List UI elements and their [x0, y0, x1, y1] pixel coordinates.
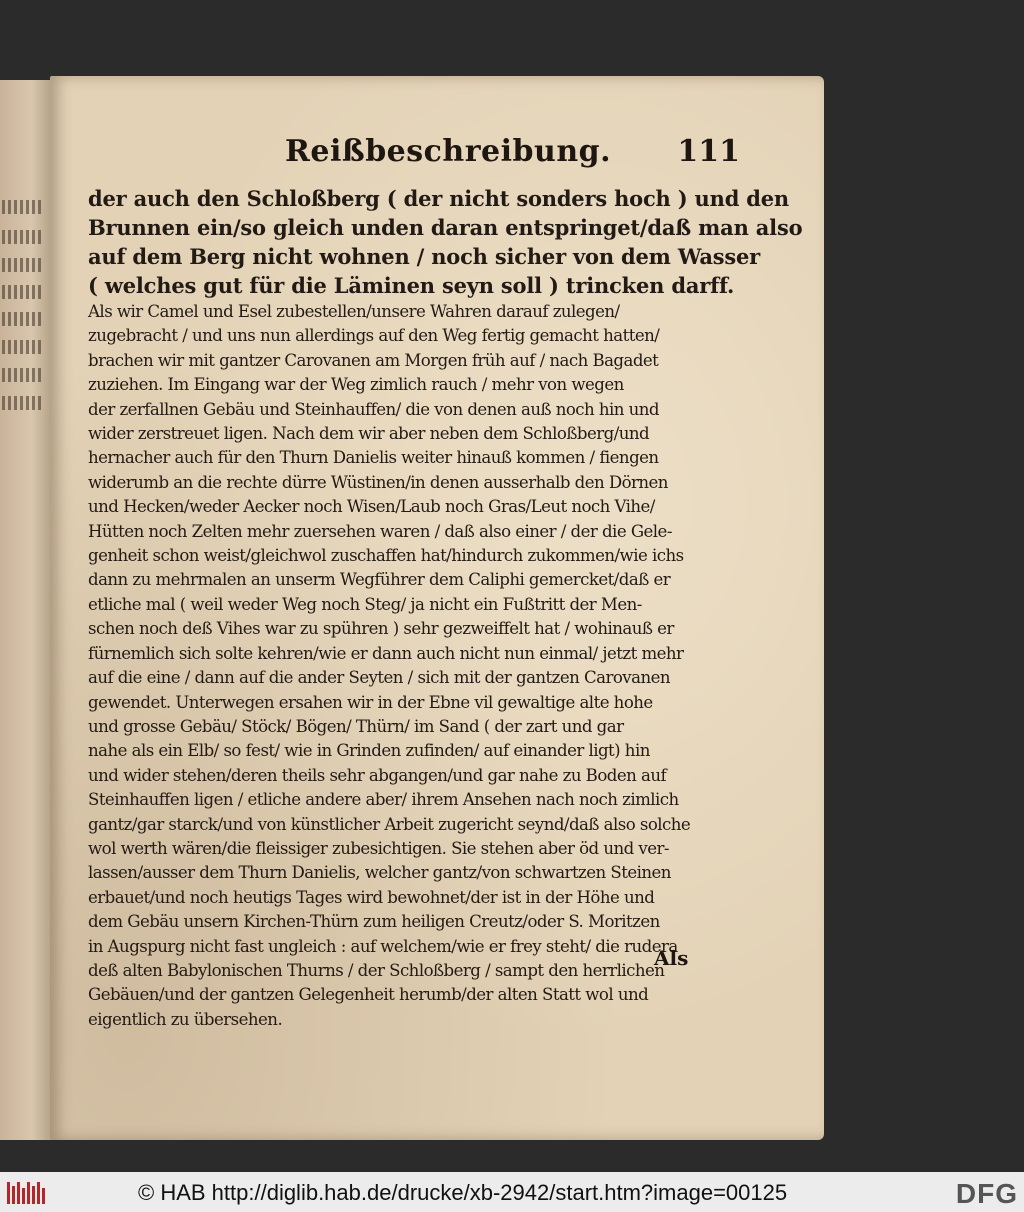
text-line: Brunnen ein/so gleich unden daran entspringet/daß man also: [88, 215, 803, 240]
text-line: und wider stehen/deren theils sehr abgangen/und gar nahe zu Boden auf: [88, 765, 667, 785]
catchword: Als: [654, 946, 689, 970]
page-header: [285, 134, 740, 182]
text-line: und grosse Gebäu/ Stöck/ Bögen/ Thürn/ im Sand ( der zart und gar: [88, 716, 624, 736]
text-line: auf dem Berg nicht wohnen / noch sicher von dem Wasser: [88, 244, 761, 269]
text-line: gantz/gar starck/und von künstlicher Arbeit zugericht seynd/daß also solche: [88, 814, 691, 834]
text-line: der auch den Schloßberg ( der nicht sonders hoch ) und den: [88, 186, 789, 211]
text-line: deß alten Babylonischen Thurns / der Schloßberg / sampt den herrlichen: [88, 960, 665, 980]
text-line: Hütten noch Zelten mehr zuersehen waren / daß also einer / der die Gele-: [88, 521, 672, 541]
text-line: hernacher auch für den Thurn Danielis weiter hinauß kommen / fiengen: [88, 448, 659, 468]
text-line: zuziehen. Im Eingang war der Weg zimlich rauch / mehr von wegen: [88, 375, 624, 395]
facing-page-text-fragment: [2, 396, 42, 410]
dfg-logo: DFG: [955, 1178, 1018, 1209]
text-line: etliche mal ( weil weder Weg noch Steg/ ja nicht ein Fußtritt der Men-: [88, 594, 642, 614]
text-line: gewendet. Unterwegen ersahen wir in der Ebne vil gewaltige alte hohe: [88, 692, 653, 712]
book-page: [50, 76, 824, 1140]
text-line: wol werth wären/die fleissiger zubesichtigen. Sie stehen aber öd und ver-: [88, 838, 669, 858]
text-line: in Augspurg nicht fast ungleich : auf welchem/wie er frey steht/ die rudera: [88, 936, 678, 956]
facing-page-text-fragment: [2, 230, 42, 244]
text-line: und Hecken/weder Aecker noch Wisen/Laub noch Gras/Leut noch Vihe/: [88, 497, 655, 517]
text-line: Gebäuen/und der gantzen Gelegenheit herumb/der alten Statt wol und: [88, 985, 649, 1005]
facing-page-text-fragment: [2, 368, 42, 382]
text-line: fürnemlich sich solte kehren/wie er dann auch nicht nun einmal/ jetzt mehr: [88, 643, 684, 663]
text-line: genheit schon weist/gleichwol zuschaffen hat/hindurch zukommen/wie ichs: [88, 546, 684, 566]
text-line: zugebracht / und uns nun allerdings auf den Weg fertig gemacht hatten/: [88, 326, 660, 346]
text-line: schen noch deß Vihes war zu spühren ) sehr gezweiffelt hat / wohinauß er: [88, 619, 674, 639]
text-line: der zerfallnen Gebäu und Steinhauffen/ die von denen auß noch hin und: [88, 399, 659, 419]
running-head: Reißbeschreibung.: [285, 134, 612, 169]
text-line: ( welches gut für die Läminen seyn soll ) trincken darff.: [88, 273, 735, 298]
facing-page-text-fragment: [2, 258, 42, 272]
facing-page-text-fragment: [2, 312, 42, 326]
facing-page-text-fragment: [2, 340, 42, 354]
text-line: Steinhauffen ligen / etliche andere aber/ ihrem Ansehen nach noch zimlich: [88, 790, 679, 810]
text-line: wider zerstreuet ligen. Nach dem wir aber neben dem Schloßberg/und: [88, 424, 650, 444]
source-link[interactable]: © HAB http://diglib.hab.de/drucke/xb-2942/start.htm?image=00125: [138, 1180, 788, 1205]
text-line: eigentlich zu übersehen.: [88, 1009, 283, 1029]
text-line: erbauet/und noch heutigs Tages wird bewohnet/der ist in der Höhe und: [88, 887, 655, 907]
text-line: brachen wir mit gantzer Carovanen am Morgen früh auf / nach Bagadet: [88, 350, 659, 370]
text-line: auf die eine / dann auf die ander Seyten / sich mit der gantzen Carovanen: [88, 668, 671, 688]
facing-page-text-fragment: [2, 285, 42, 299]
text-line: Als wir Camel und Esel zubestellen/unsere Wahren darauf zulegen/: [88, 302, 620, 321]
text-line: dann zu mehrmalen an unserm Wegführer dem Caliphi gemercket/daß er: [88, 570, 671, 590]
text-line: widerumb an die rechte dürre Wüstinen/in denen ausserhalb den Dörnen: [88, 472, 668, 492]
body-text: [88, 184, 803, 1032]
page-number: 111: [677, 134, 740, 169]
text-line: dem Gebäu unsern Kirchen-Thürn zum heiligen Creutz/oder S. Moritzen: [88, 912, 660, 932]
text-line: nahe als ein Elb/ so fest/ wie in Grinden zufinden/ auf einander ligt) hin: [88, 741, 650, 761]
facing-page-text-fragment: [2, 200, 42, 214]
hab-logo-icon: [6, 1180, 46, 1206]
footer-bar: [0, 1172, 1024, 1212]
text-line: lassen/ausser dem Thurn Danielis, welcher gantz/von schwartzen Steinen: [88, 863, 671, 883]
